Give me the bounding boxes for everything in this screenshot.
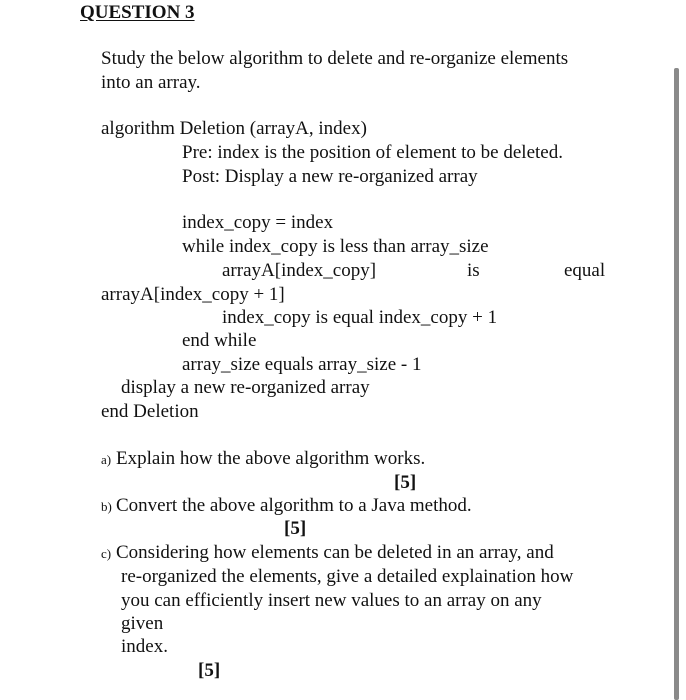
task-b-marks: [5]: [284, 518, 307, 539]
task-a-label: a): [101, 452, 112, 467]
algorithm-line-assign: index_copy = index: [182, 212, 334, 233]
task-a-text: Explain how the above algorithm works.: [116, 448, 426, 469]
algorithm-line-body-is: is: [467, 260, 480, 281]
task-a-marks: [5]: [394, 472, 417, 493]
task-c-text-line-4: given: [121, 613, 164, 634]
task-c-text-line-1: Considering how elements can be deleted in an array, and: [116, 542, 554, 563]
algorithm-line-size: array_size equals array_size - 1: [182, 354, 422, 375]
algorithm-header: algorithm Deletion (arrayA, index): [101, 118, 367, 139]
algorithm-line-body-rhs: arrayA[index_copy + 1]: [101, 284, 285, 305]
task-c-text-line-2: re-organized the elements, give a detailed explaination how: [121, 566, 574, 587]
algorithm-line-increment: index_copy is equal index_copy + 1: [222, 307, 498, 328]
task-c-label: c): [101, 546, 112, 561]
algorithm-precondition: Pre: index is the position of element to be deleted.: [182, 142, 563, 163]
question-heading: QUESTION 3: [80, 2, 195, 23]
vertical-scrollbar[interactable]: [674, 68, 679, 700]
algorithm-line-end-while: end while: [182, 330, 257, 351]
task-c-text-line-3: you can efficiently insert new values to an array on any: [121, 590, 542, 611]
algorithm-line-while: while index_copy is less than array_size: [182, 236, 489, 257]
intro-text-line-1: Study the below algorithm to delete and re-organize elements: [101, 48, 569, 69]
intro-text-line-2: into an array.: [101, 72, 201, 93]
algorithm-postcondition: Post: Display a new re-organized array: [182, 166, 478, 187]
task-c-text-line-5: index.: [121, 636, 168, 657]
task-b-label: b): [101, 499, 112, 514]
task-b-text: Convert the above algorithm to a Java method.: [116, 495, 472, 516]
algorithm-line-body-lhs: arrayA[index_copy]: [222, 260, 377, 281]
algorithm-line-display: display a new re-organized array: [121, 377, 370, 398]
algorithm-footer: end Deletion: [101, 401, 199, 422]
task-c-marks: [5]: [198, 660, 221, 681]
algorithm-line-body-equal: equal: [564, 260, 606, 281]
